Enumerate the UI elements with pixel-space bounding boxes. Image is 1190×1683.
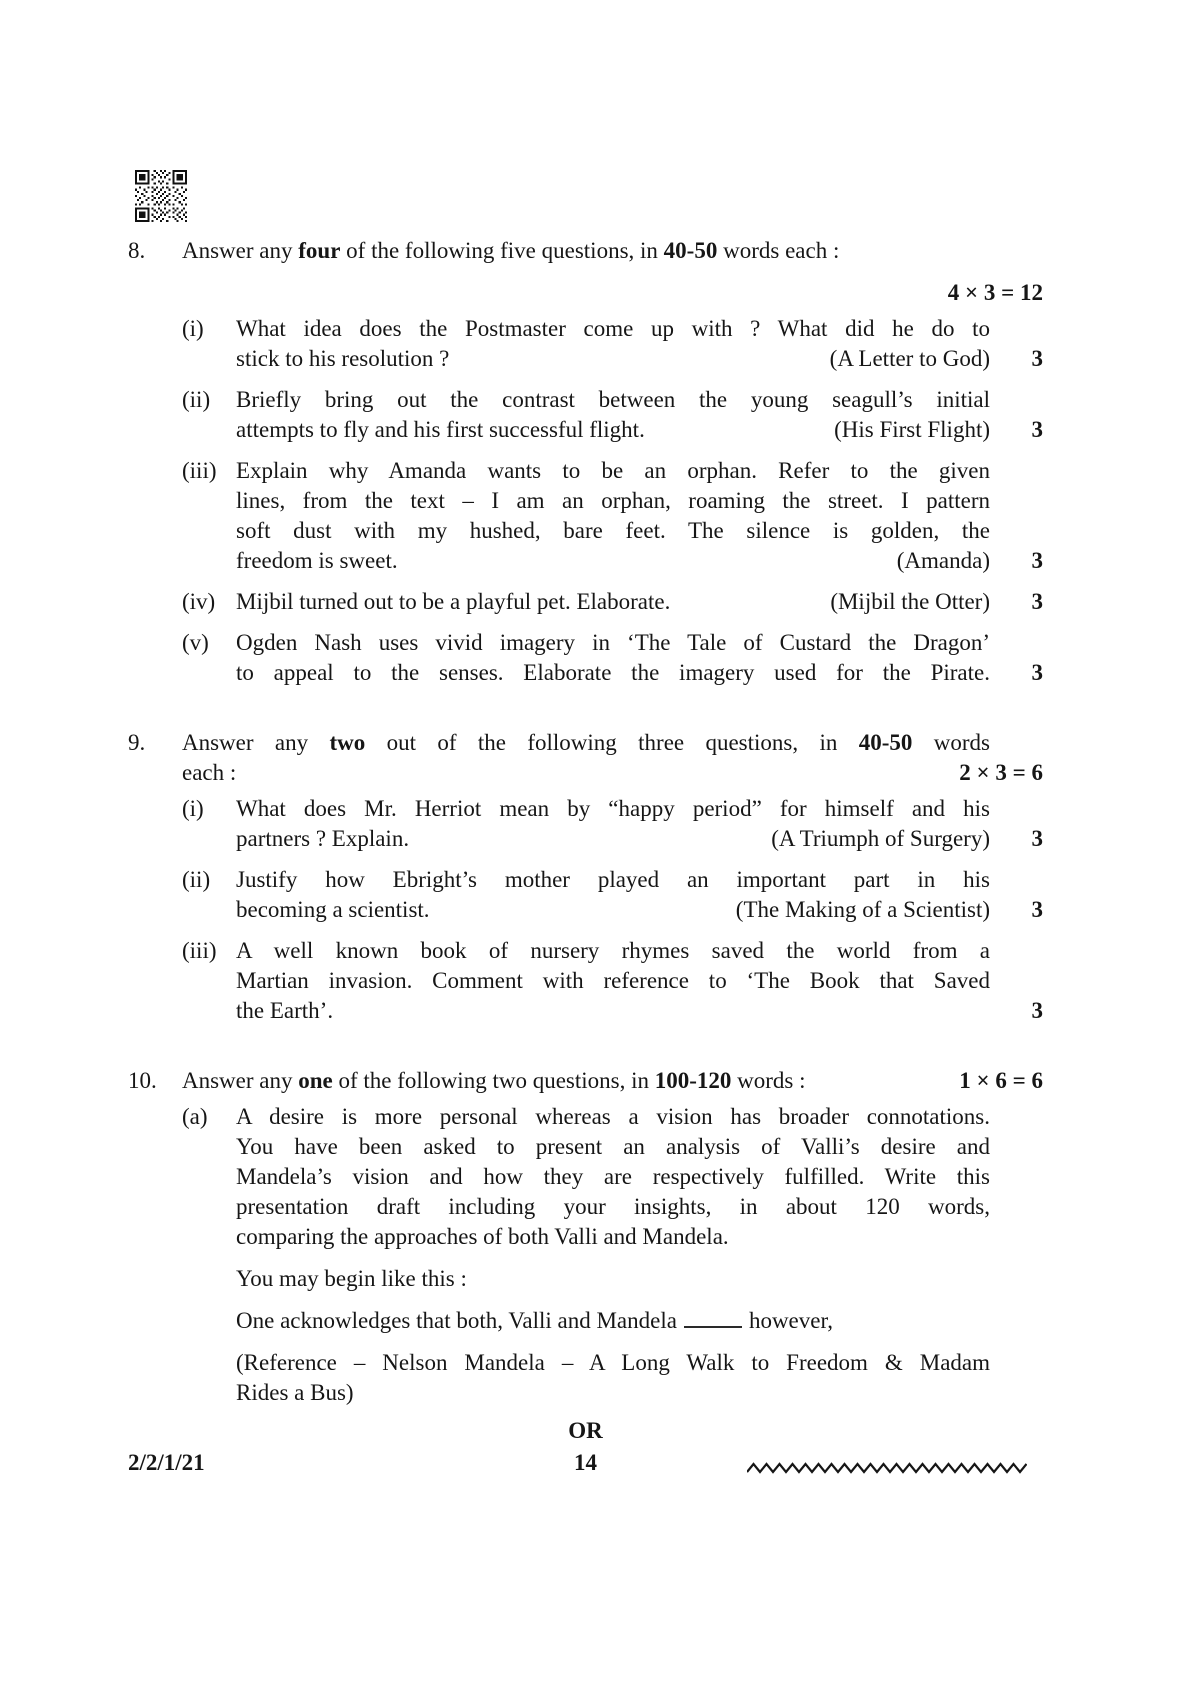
item-text-line: Ogden Nash uses vivid imagery in ‘The Tale of Custard the Dragon’: [236, 630, 990, 655]
page-number: 14: [574, 1450, 597, 1475]
item-marks: 3: [1031, 417, 1043, 442]
item-text-line: comparing the approaches of both Valli and Mandela.: [236, 1224, 729, 1249]
question-10-heading: [128, 1066, 1043, 1096]
item-text-line: freedom is sweet.: [236, 548, 398, 573]
fill-in-blank: [684, 1323, 742, 1328]
hint-paragraph: [128, 1264, 1043, 1294]
question-8: [128, 236, 1043, 688]
item-label: (ii): [182, 387, 211, 412]
chapter-title: (Mijbil the Otter): [830, 589, 990, 614]
item-text-line: A well known book of nursery rhymes saved the world from a: [236, 938, 990, 963]
reference-text-line: Rides a Bus): [236, 1380, 354, 1405]
question-heading-text: Answer any four of the following five questions, in 40-50 words each :: [182, 238, 840, 263]
item-text-line: lines, from the text – I am an orphan, roaming the street. I pattern: [236, 488, 990, 513]
item-text-line: to appeal to the senses. Elaborate the imagery used for the Pirate.: [236, 660, 990, 685]
item-label: (a): [182, 1104, 208, 1129]
qr-code-icon: [135, 170, 187, 222]
question-item-8iv: [128, 587, 1043, 617]
item-marks: 3: [1031, 826, 1043, 851]
item-label: (iii): [182, 938, 217, 963]
item-text-line: Mijbil turned out to be a playful pet. Elaborate.: [236, 589, 671, 614]
question-number: 10.: [128, 1068, 157, 1093]
item-marks: 3: [1031, 897, 1043, 922]
question-item-8iii: [128, 456, 1043, 576]
item-text-line: stick to his resolution ?: [236, 346, 450, 371]
reference-paragraph: [128, 1348, 1043, 1408]
total-marks: 4 × 3 = 12: [947, 280, 1043, 305]
question-9: [128, 728, 1043, 1026]
chapter-title: (His First Flight): [834, 417, 990, 442]
item-text-line: soft dust with my hushed, bare feet. The silence is golden, the: [236, 518, 990, 543]
item-label: (iv): [182, 589, 216, 614]
item-marks: 3: [1031, 346, 1043, 371]
chapter-title: (A Triumph of Surgery): [771, 826, 990, 851]
item-label: (iii): [182, 458, 217, 483]
item-text-line: Justify how Ebright’s mother played an important part in his: [236, 867, 990, 892]
item-text-line: the Earth’.: [236, 998, 334, 1023]
question-heading-text: each :: [182, 760, 237, 785]
chapter-title: (Amanda): [896, 548, 990, 573]
item-label: (ii): [182, 867, 211, 892]
page-footer: [128, 1448, 1043, 1478]
item-label: (i): [182, 316, 204, 341]
item-text-line: presentation draft including your insights, in about 120 words,: [236, 1194, 990, 1219]
question-heading-text: Answer any one of the following two questions, in 100-120 words :: [182, 1068, 806, 1093]
item-marks: 3: [1031, 589, 1043, 614]
page-content: [128, 236, 1043, 1478]
starter-paragraph: [128, 1306, 1043, 1336]
question-9-heading: [128, 728, 1043, 788]
question-8-heading: [128, 236, 1043, 308]
total-marks: 2 × 3 = 6: [959, 760, 1043, 785]
paper-code: 2/2/1/21: [128, 1450, 205, 1475]
question-heading-text: Answer any two out of the following three questions, in 40-50 words: [182, 730, 990, 755]
question-item-10a: [128, 1102, 1043, 1252]
total-marks: 1 × 6 = 6: [959, 1068, 1043, 1093]
chapter-title: (The Making of a Scientist): [735, 897, 990, 922]
item-label: (v): [182, 630, 209, 655]
item-text-line: Mandela’s vision and how they are respectively fulfilled. Write this: [236, 1164, 990, 1189]
item-text-line: Briefly bring out the contrast between the young seagull’s initial: [236, 387, 990, 412]
question-item-9ii: [128, 865, 1043, 925]
item-text-line: Explain why Amanda wants to be an orphan. Refer to the given: [236, 458, 990, 483]
hint-text: You may begin like this :: [236, 1266, 467, 1291]
item-text-line: What idea does the Postmaster come up with ? What did he do to: [236, 316, 990, 341]
chapter-title: (A Letter to God): [829, 346, 990, 371]
item-text-line: What does Mr. Herriot mean by “happy period” for himself and his: [236, 796, 990, 821]
zigzag-line-icon: [747, 1455, 1027, 1485]
question-item-8v: [128, 628, 1043, 688]
item-text-line: partners ? Explain.: [236, 826, 410, 851]
item-label: (i): [182, 796, 204, 821]
starter-text: One acknowledges that both, Valli and Mandela however,: [236, 1308, 833, 1333]
item-marks: 3: [1031, 998, 1043, 1023]
question-number: 8.: [128, 238, 146, 263]
question-number: 9.: [128, 730, 146, 755]
or-separator: OR: [568, 1418, 603, 1443]
item-text-line: Martian invasion. Comment with reference to ‘The Book that Saved: [236, 968, 990, 993]
question-item-9iii: [128, 936, 1043, 1026]
question-10: [128, 1066, 1043, 1408]
question-item-8i: [128, 314, 1043, 374]
reference-text-line: (Reference – Nelson Mandela – A Long Walk to Freedom & Madam: [236, 1350, 990, 1375]
question-item-9i: [128, 794, 1043, 854]
item-text-line: becoming a scientist.: [236, 897, 430, 922]
item-text-line: attempts to fly and his first successful flight.: [236, 417, 645, 442]
item-marks: 3: [1031, 548, 1043, 573]
item-marks: 3: [1031, 660, 1043, 685]
item-text-line: You have been asked to present an analysis of Valli’s desire and: [236, 1134, 990, 1159]
question-item-8ii: [128, 385, 1043, 445]
item-text-line: A desire is more personal whereas a vision has broader connotations.: [236, 1104, 990, 1129]
